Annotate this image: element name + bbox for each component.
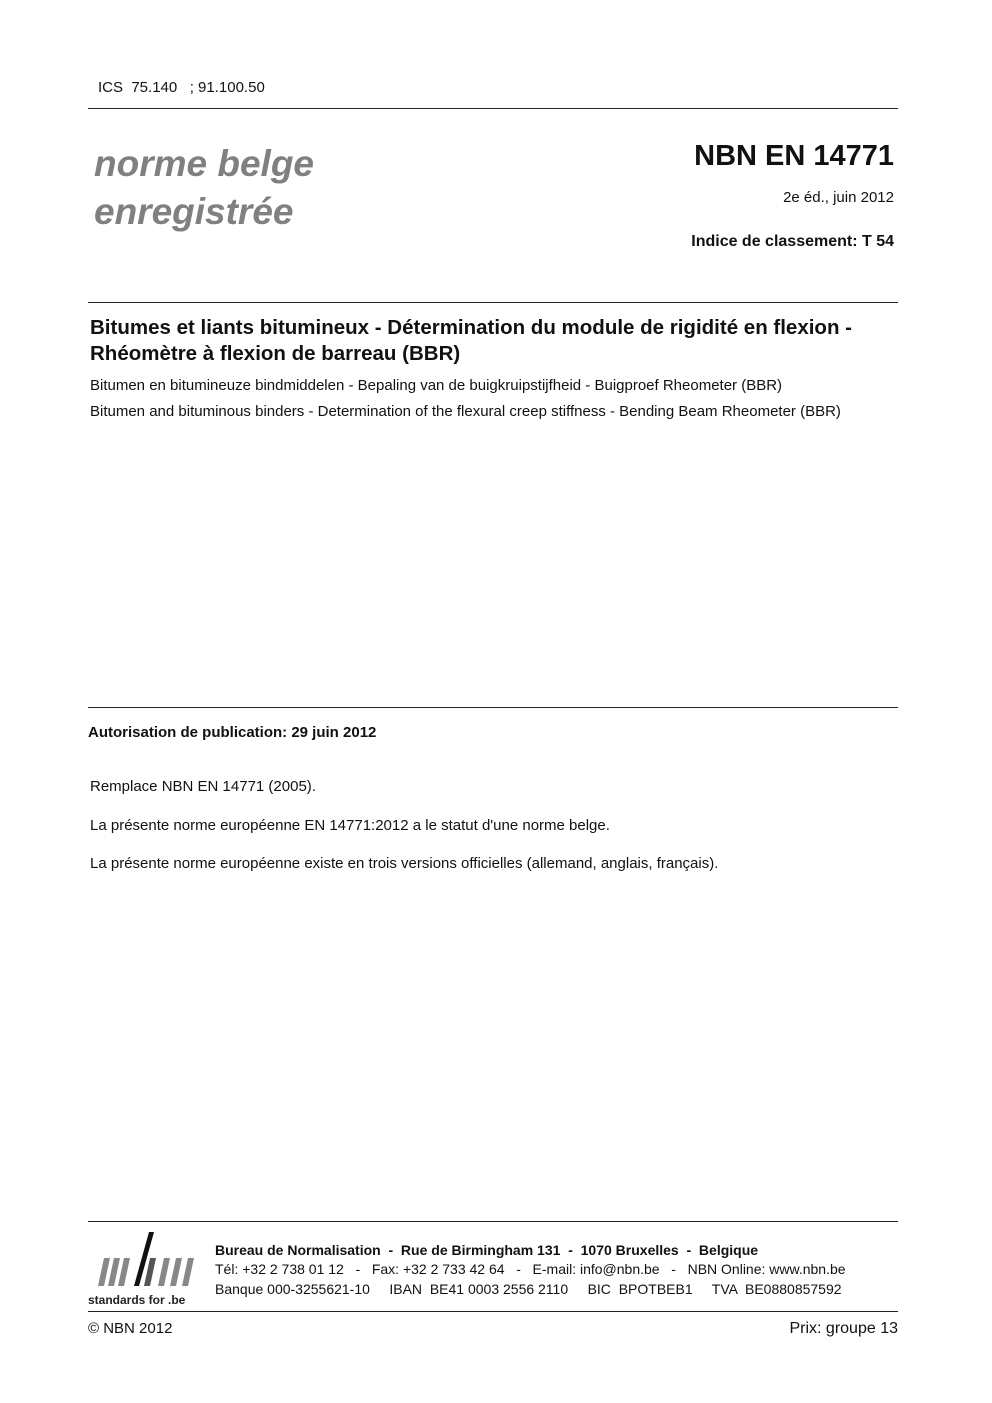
footer-contact: Tél: +32 2 738 01 12 - Fax: +32 2 733 42 64 - E-mail: info@nbn.be - NBN Online: www.nbn.be — [215, 1261, 846, 1277]
edition: 2e éd., juin 2012 — [783, 189, 894, 206]
copyright: © NBN 2012 — [88, 1320, 173, 1337]
document-type-label — [94, 140, 314, 236]
classification-index: Indice de classement: T 54 — [691, 233, 894, 250]
paragraph: La présente norme européenne existe en trois versions officielles (allemand, anglais, français). — [90, 855, 719, 872]
divider — [88, 1311, 898, 1312]
publication-authorization: Autorisation de publication: 29 juin 2012 — [88, 724, 377, 741]
title-english: Bitumen and bituminous binders - Determination of the flexural creep stiffness - Bending Beam Rheometer (BBR) — [90, 403, 841, 420]
footer-bank: Banque 000-3255621-10 IBAN BE41 0003 2556 2110 BIC BPOTBEB1 TVA BE0880857592 — [215, 1281, 842, 1297]
ics-code: ICS 75.140 ; 91.100.50 — [98, 79, 265, 96]
divider — [88, 302, 898, 303]
divider — [88, 108, 898, 109]
footer-address: Bureau de Normalisation - Rue de Birmingham 131 - 1070 Bruxelles - Belgique — [215, 1242, 759, 1258]
price-group: Prix: groupe 13 — [789, 1320, 898, 1337]
divider — [88, 1221, 898, 1222]
logo-tagline: standards for .be — [88, 1293, 186, 1307]
label-line1: norme belge — [94, 143, 314, 184]
paragraph: Remplace NBN EN 14771 (2005). — [90, 778, 316, 795]
title-french: Bitumes et liants bitumineux - Détermination du module de rigidité en flexion - Rhéomètre à flexion de barreau (BBR) — [90, 316, 852, 365]
paragraph: La présente norme européenne EN 14771:2012 a le statut d'une norme belge. — [90, 817, 610, 834]
title-dutch: Bitumen en bitumineuze bindmiddelen - Bepaling van de buigkruipstijfheid - Buigproef Rheometer (BBR) — [90, 377, 783, 394]
label-line2: enregistrée — [94, 191, 294, 232]
nbn-logo — [88, 1228, 200, 1307]
standard-number: NBN EN 14771 — [694, 140, 894, 172]
divider — [88, 707, 898, 708]
